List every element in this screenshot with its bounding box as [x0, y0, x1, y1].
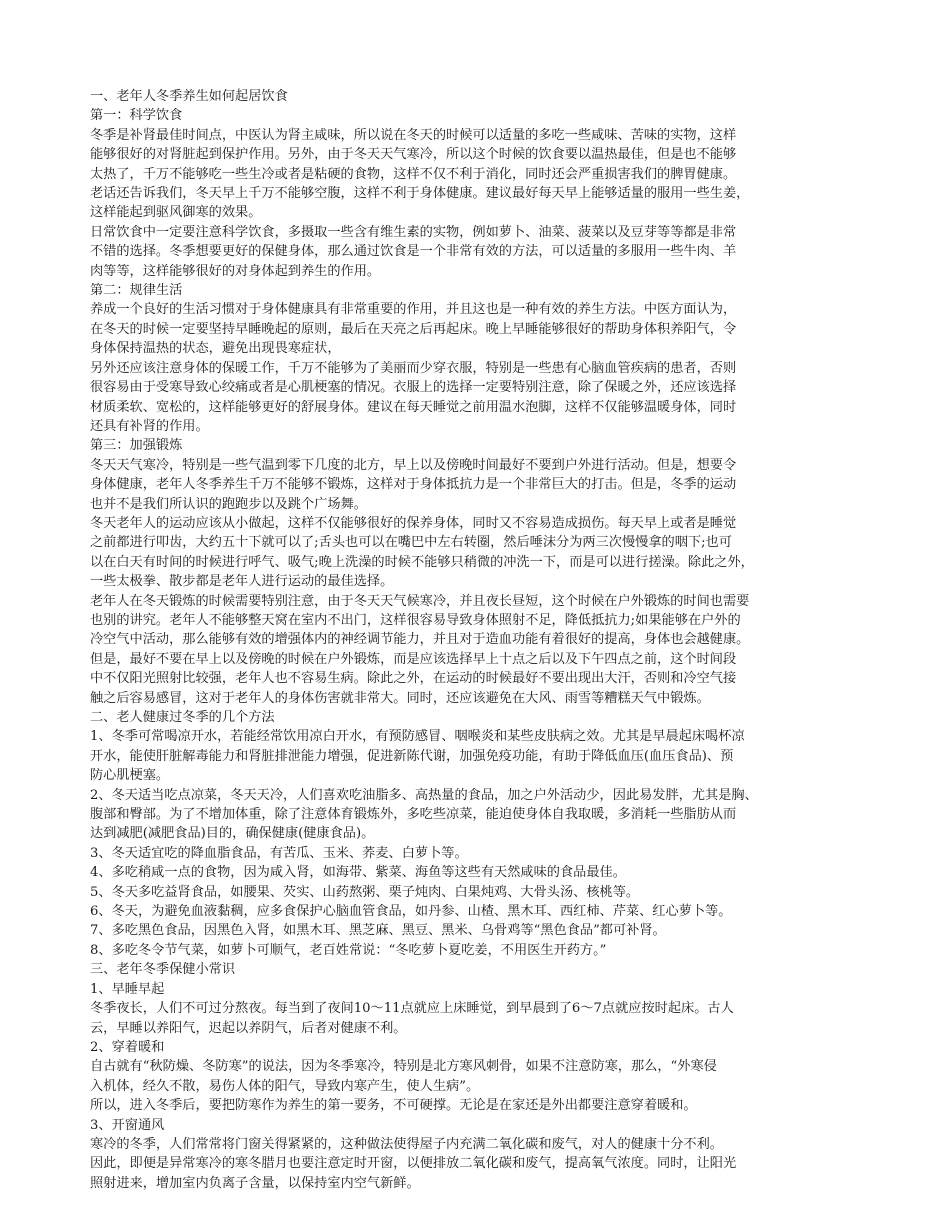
text-line: 养成一个良好的生活习惯对于身体健康具有非常重要的作用，并且这也是一种有效的养生方法。中医方面认为， [90, 302, 737, 318]
text-line: 很容易由于受寒导致心绞痛或者是心肌梗塞的情况。衣服上的选择一定要特别注意，除了保暖之外，还应该选择 [90, 380, 737, 396]
text-line: 照射进来，增加室内负离子含量，以保持室内空气新鲜。 [90, 1175, 420, 1191]
text-line: 身体保持温热的状态，避免出现畏寒症状， [90, 341, 341, 357]
text-line: 材质柔软、宽松的，这样能够更好的舒展身体。建议在每天睡觉之前用温水泡脚，这样不仅能够温暖身体，同时 [90, 399, 737, 415]
text-line: 日常饮食中一定要注意科学饮食，多摄取一些含有维生素的实物，例如萝卜、油菜、菠菜以及豆芽等等都是非常 [90, 224, 737, 240]
text-line: 第一：科学饮食 [90, 108, 183, 124]
text-line: 之前都进行叩齿，大约五十下就可以了;舌头也可以在嘴巴中左右转圈，然后唾沫分为两三次慢慢拿的咽下;也可 [90, 535, 732, 551]
text-line: 这样能起到驱风御寒的效果。 [90, 205, 262, 221]
text-line: 4、多吃稍咸一点的食物，因为咸入肾，如海带、紫菜、海鱼等这些有天然咸味的食品最佳。 [90, 865, 626, 881]
text-line: 身体健康，老年人冬季养生千万不能够不锻炼，这样对于身体抵抗力是一个非常巨大的打击。但是，冬季的运动 [90, 477, 737, 493]
text-line: 所以，进入冬季后，要把防寒作为养生的第一要务，不可硬撑。无论是在家还是外出都要注意穿着暖和。 [90, 1098, 697, 1114]
text-line: 3、开窗通风 [90, 1117, 165, 1133]
text-line: 能够很好的对肾脏起到保护作用。另外，由于冬天天气寒冷，所以这个时候的饮食要以温热最佳，但是也不能够 [90, 147, 737, 163]
text-line: 冷空气中活动，那么能够有效的增强体内的神经调节能力，并且对于造血功能有着很好的提高，身体也会越健康。 [90, 632, 750, 648]
text-line: 达到减肥(减肥食品)目的，确保健康(健康食品)。 [90, 826, 375, 842]
text-line: 老年人在冬天锻炼的时候需要特别注意，由于冬天天气候寒冷，并且夜长昼短，这个时候在户外锻炼的时间也需要 [90, 593, 750, 609]
text-line: 1、冬季可常喝凉开水，若能经常饮用凉白开水，有预防感冒、咽喉炎和某些皮肤病之效。尤其是早晨起床喝杯凉 [90, 729, 745, 745]
text-line: 5、冬天多吃益肾食品，如腰果、芡实、山药熬粥、栗子炖肉、白果炖鸡、大骨头汤、核桃等。 [90, 884, 640, 900]
text-line: 7、多吃黑色食品，因黑色入肾，如黑木耳、黑芝麻、黑豆、黑米、乌骨鸡等“黑色食品”都可补肾。 [90, 923, 666, 939]
text-line: 第三：加强锻炼 [90, 438, 183, 454]
text-line: 6、冬天，为避免血液黏稠，应多食保护心脑血管食品，如丹参、山楂、黑木耳、西红柿、芹菜、红心萝卜等。 [90, 904, 732, 920]
text-line: 以在白天有时间的时候进行呼气、吸气;晚上洗澡的时候不能够只稍微的冲洗一下，而是可以进行搓澡。除此之外， [90, 554, 754, 570]
text-line: 三、老年冬季保健小常识 [90, 962, 236, 978]
text-line: 入机体，经久不散，易伤人体的阳气，导致内寒产生，使人生病”。 [90, 1078, 480, 1094]
text-line: 冬季是补肾最佳时间点，中医认为肾主咸味，所以说在冬天的时候可以适量的多吃一些咸味、苦味的实物，这样 [90, 127, 737, 143]
text-line: 因此，即便是异常寒冷的寒冬腊月也要注意定时开窗，以便排放二氧化碳和废气，提高氧气浓度。同时，让阳光 [90, 1156, 737, 1172]
text-line: 不错的选择。冬季想要更好的保健身体，那么通过饮食是一个非常有效的方法，可以适量的多服用一些牛肉、羊 [90, 244, 737, 260]
text-line: 一、老年人冬季养生如何起居饮食 [90, 89, 288, 104]
text-line: 在冬天的时候一定要坚持早睡晚起的原则，最后在天亮之后再起床。晚上早睡能够很好的帮助身体积养阳气，令 [90, 321, 737, 337]
text-line: 但是，最好不要在早上以及傍晚的时候在户外锻炼，而是应该选择早上十点之后以及下午四点之前，这个时间段 [90, 651, 737, 667]
text-line: 肉等等，这样能够很好的对身体起到养生的作用。 [90, 263, 381, 279]
text-line: 中不仅阳光照射比较强，老年人也不容易生病。除此之外，在运动的时候最好不要出现出大汗，否则和冷空气接 [90, 671, 737, 687]
text-line: 寒冷的冬季，人们常常将门窗关得紧紧的，这种做法使得屋子内充满二氧化碳和废气，对人的健康十分不利。 [90, 1136, 723, 1152]
text-line: 开水，能使肝脏解毒能力和肾脏排泄能力增强，促进新陈代谢，加强免疫功能，有助于降低血压(血压食品)、预 [90, 748, 734, 764]
document-body [90, 87, 870, 1193]
text-line: 云，早睡以养阳气，迟起以养阴气，后者对健康不利。 [90, 1020, 407, 1036]
text-line: 触之后容易感冒，这对于老年人的身体伤害就非常大。同时，还应该避免在大风、雨雪等糟糕天气中锻炼。 [90, 690, 710, 706]
text-line: 自古就有“秋防燥、冬防寒”的说法，因为冬季寒冷，特别是北方寒风刺骨，如果不注意防寒，那么，“外寒侵 [90, 1059, 717, 1075]
text-line: 第二：规律生活 [90, 283, 183, 299]
text-line: 还具有补肾的作用。 [90, 418, 209, 434]
text-line: 冬天天气寒冷，特别是一些气温到零下几度的北方，早上以及傍晚时间最好不要到户外进行活动。但是，想要令 [90, 457, 737, 473]
text-line: 2、冬天适当吃点凉菜，冬天天冷，人们喜欢吃油脂多、高热量的食品，加之户外活动少，因此易发胖，尤其是胸、 [90, 787, 758, 803]
text-line: 8、多吃冬令节气菜，如萝卜可顺气，老百姓常说：“冬吃萝卜夏吃姜，不用医生开药方。” [90, 942, 607, 958]
text-line: 老话还告诉我们，冬天早上千万不能够空腹，这样不利于身体健康。建议最好每天早上能够适量的服用一些生姜， [90, 186, 750, 202]
text-line: 冬天老年人的运动应该从小做起，这样不仅能够很好的保养身体，同时又不容易造成损伤。每天早上或者是睡觉 [90, 515, 737, 531]
text-line: 防心肌梗塞。 [90, 768, 170, 784]
text-line: 一些太极拳、散步都是老年人进行运动的最佳选择。 [90, 574, 394, 590]
text-line: 二、老人健康过冬季的几个方法 [90, 710, 275, 725]
text-line: 也并不是我们所认识的跑跑步以及跳个广场舞。 [90, 496, 367, 512]
text-line: 3、冬天适宜吃的降血脂食品，有苦瓜、玉米、荞麦、白萝卜等。 [90, 845, 468, 861]
text-line: 另外还应该注意身体的保暖工作，千万不能够为了美丽而少穿衣服，特别是一些患有心脑血管疾病的患者，否则 [90, 360, 737, 376]
text-line: 冬季夜长，人们不可过分熬夜。每当到了夜间10～11点就应上床睡觉，到早晨到了6～7点就应按时起床。古人 [90, 1001, 734, 1017]
text-line: 2、穿着暖和 [90, 1039, 165, 1055]
text-line: 太热了，千万不能够吃一些生冷或者是粘硬的食物，这样不仅不利于消化，同时还会严重损害我们的脾胃健康。 [90, 166, 737, 182]
text-line: 也别的讲究。老年人不能够整天窝在室内不出门，这样很容易导致身体照射不足，降低抵抗力;如果能够在户外的 [90, 612, 741, 628]
text-line: 腹部和臀部。为了不增加体重，除了注意体育锻炼外，多吃些凉菜，能迫使身体自我取暖，多消耗一些脂肪从而 [90, 807, 737, 823]
text-line: 1、早睡早起 [90, 981, 165, 997]
